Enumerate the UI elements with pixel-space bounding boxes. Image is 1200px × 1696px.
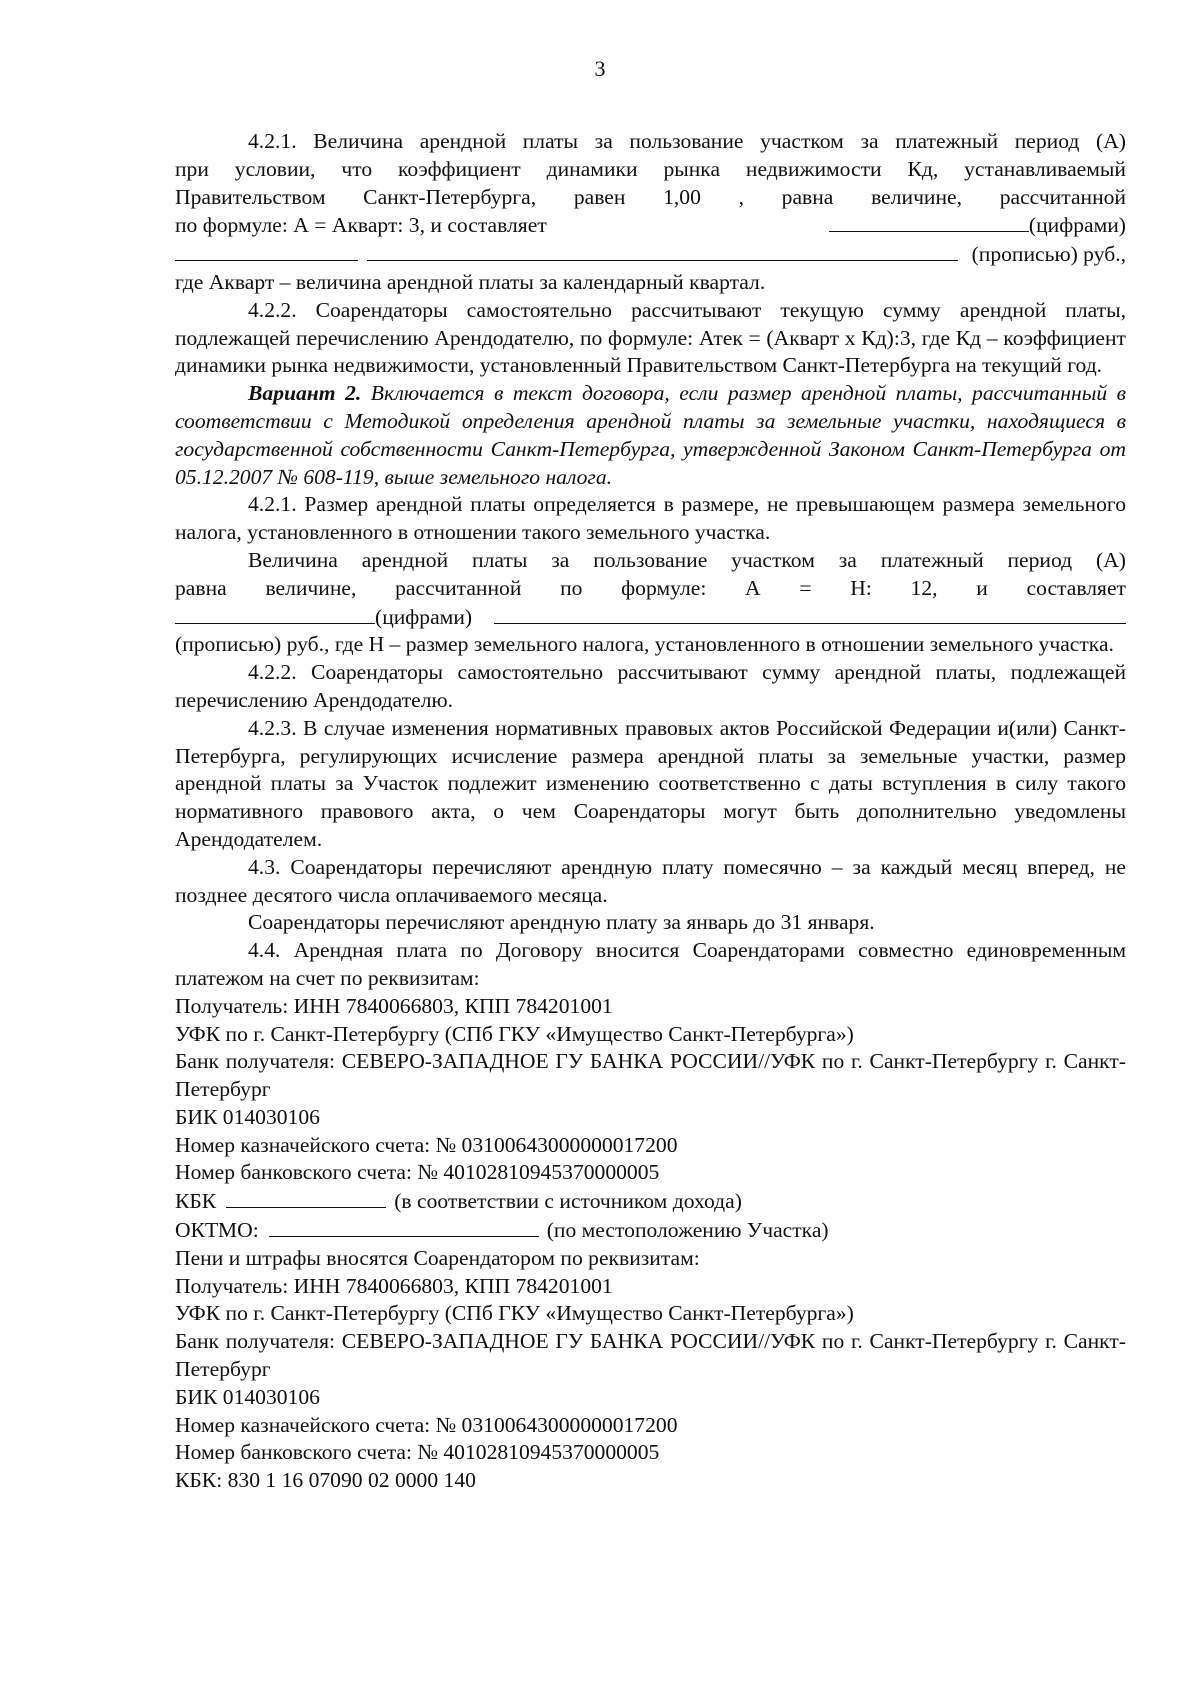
variant-2-words-text: (прописью) руб., где Н – размер земельного налога, установленного в отношении земельного участка. <box>175 632 1114 657</box>
digits-label: (цифрами) <box>1028 213 1126 238</box>
rent-recipient: Получатель: ИНН 7840066803, КПП 784201001 <box>175 993 613 1018</box>
rent-bank-account: Номер банковского счета: № 40102810945370000005 <box>175 1160 660 1185</box>
penalty-ufk: УФК по г. Санкт-Петербургу (СПб ГКУ «Имущество Санкт-Петербурга») <box>175 1301 854 1326</box>
clause-4-2-1-line-2: при условии, что коэффициент динамики рынка недвижимости Кд, устанавливаемый <box>175 156 1126 181</box>
words-label: (прописью) руб., <box>971 242 1126 267</box>
variant-2-value-line-1: Величина арендной платы за пользование участком за платежный период (А) <box>248 547 1126 572</box>
oktmo-blank[interactable] <box>269 1216 539 1237</box>
rent-kbk-line <box>175 1187 1126 1216</box>
variant-2-digits-label: (цифрами) <box>375 604 473 629</box>
amount-words-line <box>175 240 1126 269</box>
clause-4-2-2: 4.2.2. Соарендаторы самостоятельно рассчитывают текущую сумму арендной платы, подлежащей перечислению Арендодателю, по формуле: Атек = (Акварт х Кд):3, где Кд – коэффициент динамики рынка недвижимости, установленный Правительством Санкт-Петербурга на текущий год. <box>175 297 1126 378</box>
kbk-note: (в соответствии с источником дохода) <box>394 1189 742 1214</box>
rent-oktmo-line <box>175 1216 1126 1245</box>
amount-words-blank-2[interactable] <box>367 240 958 261</box>
variant-2-clause-4-2-2: 4.2.2. Соарендаторы самостоятельно рассчитывают сумму арендной платы, подлежащей перечислению Арендодателю. <box>175 660 1126 712</box>
variant-2-heading: Вариант 2. <box>248 381 362 406</box>
oktmo-note: (по местоположению Участка) <box>546 1218 829 1243</box>
oktmo-label: ОКТМО: <box>175 1218 259 1243</box>
clause-4-3: 4.3. Соарендаторы перечисляют арендную плату помесячно – за каждый месяц вперед, не позднее десятого числа оплачиваемого месяца. <box>175 854 1126 907</box>
clause-4-2-1-formula-line <box>175 211 1126 240</box>
clause-4-4: 4.4. Арендная плата по Договору вносится Соарендаторами совместно единовременным платежом на счет по реквизитам: <box>175 938 1126 990</box>
clause-4-2-1-line-1: 4.2.1. Величина арендной платы за пользование участком за платежный период (А) <box>248 129 1126 153</box>
rent-treasury-account: Номер казначейского счета: № 03100643000000017200 <box>175 1132 678 1157</box>
variant-2-note <box>175 380 1126 491</box>
penalty-treasury-account: Номер казначейского счета: № 03100643000000017200 <box>175 1412 678 1437</box>
clause-4-2-1-line-3: Правительством Санкт-Петербурга, равен 1,00 , равна величине, рассчитанной <box>175 184 1126 209</box>
penalty-intro: Пени и штрафы вносятся Соарендатором по реквизитам: <box>175 1245 700 1270</box>
amount-digits-blank[interactable] <box>829 211 1029 232</box>
amount-words-blank-1[interactable] <box>175 240 358 261</box>
variant-2-clause-4-2-1: 4.2.1. Размер арендной платы определяется в размере, не превышающем размера земельного налога, установленного в отношении такого земельного участка. <box>175 492 1126 545</box>
variant-2-clause-4-2-3: 4.2.3. В случае изменения нормативных правовых актов Российской Федерации и(или) Санкт-Петербурга, регулирующих исчисление размера арендной платы за земельные участки, размер арендной платы за Участок подлежит изменению соответственно с даты вступления в силу такого нормативного правового акта, о чем Соарендаторы могут быть дополнительно уведомлены Арендодателем. <box>175 715 1126 851</box>
kbk-blank[interactable] <box>226 1187 386 1208</box>
kvart-definition: где Акварт – величина арендной платы за календарный квартал. <box>175 269 766 294</box>
penalty-bank: Банк получателя: СЕВЕРО-ЗАПАДНОЕ ГУ БАНКА РОССИИ//УФК по г. Санкт-Петербургу г. Санкт-Петербург <box>175 1329 1126 1382</box>
document-body <box>175 128 1126 1495</box>
clause-4-3-january: Соарендаторы перечисляют арендную плату за январь до 31 января. <box>248 910 875 935</box>
variant-2-note-text: Включается в текст договора, если размер арендной платы, рассчитанный в соответствии с Методикой определения арендной платы за земельные участки, находящиеся в государственной собственности Санкт-Петербурга, утвержденной Законом Санкт-Петербурга от 05.12.2007 № 608-119, выше земельного налога. <box>175 381 1126 489</box>
penalty-kbk: КБК: 830 1 16 07090 02 0000 140 <box>175 1468 476 1493</box>
rent-bik: БИК 014030106 <box>175 1104 320 1129</box>
variant-2-words-blank[interactable] <box>494 603 1126 624</box>
rent-bank: Банк получателя: СЕВЕРО-ЗАПАДНОЕ ГУ БАНКА РОССИИ//УФК по г. Санкт-Петербургу г. Санкт-Петербург <box>175 1049 1126 1102</box>
penalty-bank-account: Номер банковского счета: № 40102810945370000005 <box>175 1440 660 1465</box>
page-number: 3 <box>594 56 606 81</box>
rent-ufk: УФК по г. Санкт-Петербургу (СПб ГКУ «Имущество Санкт-Петербурга») <box>175 1021 854 1046</box>
penalty-bik: БИК 014030106 <box>175 1384 320 1409</box>
variant-2-value-line-2: равна величине, рассчитанной по формуле: А = Н: 12, и составляет <box>175 575 1126 600</box>
variant-2-amount-line <box>175 603 1126 632</box>
variant-2-digits-blank[interactable] <box>175 603 375 624</box>
kbk-label: КБК <box>175 1189 217 1214</box>
penalty-recipient: Получатель: ИНН 7840066803, КПП 784201001 <box>175 1273 613 1298</box>
formula-text: по формуле: А = Акварт: 3, и составляет <box>175 213 547 238</box>
